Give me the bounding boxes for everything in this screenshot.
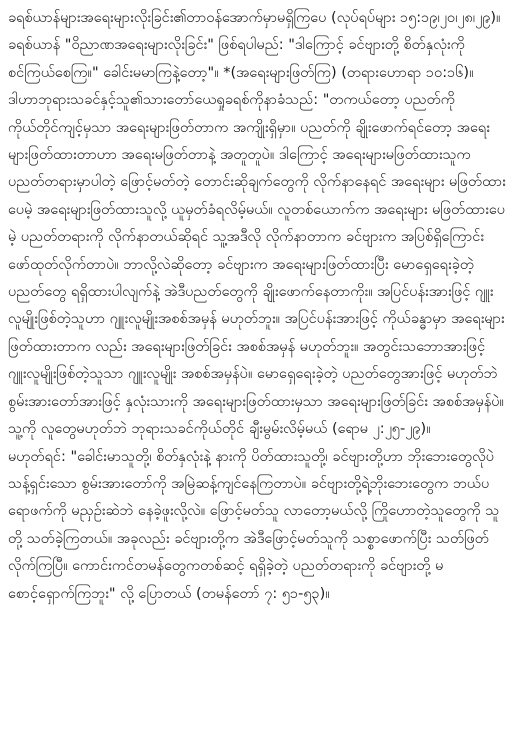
paragraph-1: ခရစ်ယာန်များအရေးများလိုးခြင်း၏တာဝန်အောက်မှာမရှိကြပေ (လုပ်ရပ်များ ၁၅:၁၉၊၂၀၊၂၈၊၂၉)။ ခရစ်ယာန် "ဝိညာဏအရေးများလိုးခြင်း" ဖြစ်ရပါမည်: "ဒါကြောင့် ခင်ဗျားတို့ စိတ်နှလုံးကို စင်ကြယ်စေကြ။" ခေါင်းမမာကြနဲ့တော့"။ *(အရေးများဖြတ်ကြ) (တရားဟောရာ ၁၀:၁၆)။	[8, 10, 501, 81]
paragraph-2: ဒါဟာဘုရားသခင်နှင့်သူ၏သားတော်ယေရှုခရစ်ကိုနာခံသည်: "တကယ်တော့ ပညတ်ကို ကိုယ်တိုင်ကျင့်မှသာ အရေးများဖြတ်တာက အကျိုးရှိမှာ။ ပညတ်ကို ချိုးဖောက်ရင်တော့ အရေးများဖြတ်ထားတာဟာ အရေးမဖြတ်တာနဲ့ အတူတူပဲ။ ဒါကြောင့် အရေးများမဖြတ်ထားသူက ပညတ်တရားမှာပါတဲ့ ဖြောင့်မတ်တဲ့ တောင်းဆိုချက်တွေကို လိုက်နာနေရင် အရေးများ မဖြတ်ထားပေမဲ့ အရေးများဖြတ်ထားသူလို့ ယူမှတ်ခံရလိမ့်မယ်။ လူတစ်ယောက်က အရေးများ မဖြတ်ထားပေမဲ့ ပညတ်တရားကို လိုက်နာတယ်ဆိုရင် သူ့အဒီလို လိုက်နာတာက ခင်ဗျားက အပြစ်ရှိကြောင်း ဖော်ထုတ်လိုက်တာပဲ။ ဘာလို့လဲဆိုတော့ ခင်ဗျားက အရေးများဖြတ်ထားပြီး မောရှေရေးခဲ့တဲ့ ပညတ်တွေ ရရှိထားပါလျက်နဲ့ အဲဒီပညတ်တွေကို ချိုးဖောက်နေတာကိုး။ အပြင်ပန်းအားဖြင့် ဂျူးလူမျိုးဖြစ်တဲ့သူဟာ ဂျူးလူမျိုးအစစ်အမှန် မဟုတ်ဘူး။ အပြင်ပန်းအားဖြင့် ကိုယ်ခန္ဓာမှာ အရေးများ ဖြတ်ထားတာက လည်း အရေးများဖြတ်ခြင်း အစစ်အမှန် မဟုတ်ဘူး။ အတွင်းသဘောအားဖြင့် ဂျူးလူမျိုးဖြစ်တဲ့သူသာ ဂျူးလူမျိုး အစစ်အမှန်ပဲ။ မောရှေရေးခဲ့တဲ့ ပညတ်တွေအားဖြင့် မဟုတ်ဘဲ စွမ်းအားတော်အားဖြင့် နှလုံးသားကို အရေးများဖြတ်ထားမှသာ အရေးများဖြတ်ခြင်း အစစ်အမှန်ပဲ။ သူ့ကို လူတွေမဟုတ်ဘဲ ဘုရားသခင်ကိုယ်တိုင် ချီးမွမ်းလိမ့်မယ် (ရောမ ၂:၂၅-၂၉)။	[8, 92, 506, 438]
document-page	[8, 5, 506, 727]
paragraph-3: မဟုတ်ရင်: "ခေါင်းမာသူတို့၊ စိတ်နှလုံးနဲ့ နားကို ပိတ်ထားသူတို့၊ ခင်ဗျားတို့ဟာ ဘိုးဘေးတွေလိုပဲ သန့်ရှင်းသော စွမ်းအားတော်ကို အမြဲဆန့်ကျင်နေကြတာပဲ။ ခင်ဗျားတို့ရဲ့ဘိုးဘေးတွေက ဘယ်ပရောဖက်ကို မညှဉ်းဆဲဘဲ နေခဲ့ဖူးလို့လဲ။ ဖြောင့်မတ်သူ လာတော့မယ်လို့ ကြိုဟောတဲ့သူတွေကို သူတို့ သတ်ခဲ့ကြတယ်။ အခုလည်း ခင်ဗျားတို့က အဲဒီဖြောင့်မတ်သူကို သစ္စာဖောက်ပြီး သတ်ဖြတ်လိုက်ကြပြီ။ ကောင်းကင်တမန်တွေကတစ်ဆင့် ရရှိခဲ့တဲ့ ပညတ်တရားကို ခင်ဗျားတို့ မစောင့်ရှောက်ကြဘူး" လို့ ပြောတယ် (တမန်တော် ၇: ၅၁-၅၃)။	[8, 448, 500, 602]
